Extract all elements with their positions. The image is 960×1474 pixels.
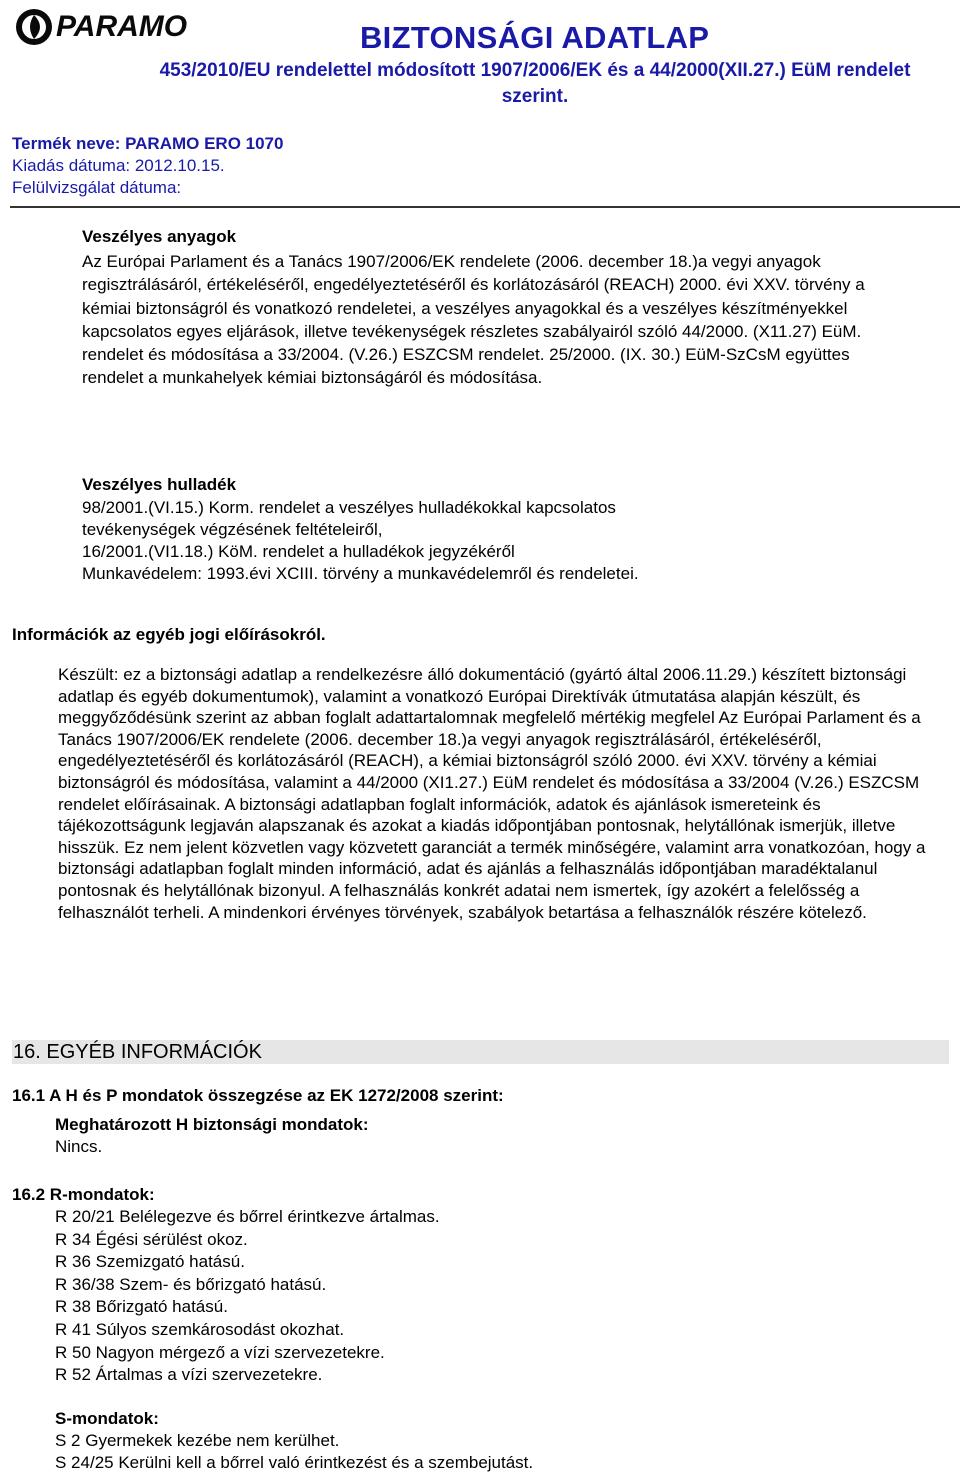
r-phrase: R 36/38 Szem- és bőrizgató hatású.	[55, 1274, 327, 1294]
section-16-1	[12, 1085, 912, 1107]
hazardous-waste-section	[82, 474, 922, 585]
legal-info-text: Készült: ez a biztonsági adatlap a rendelkezésre álló dokumentáció (gyártó által 2006.11.29.) készített biztonsági adatlap és egyéb dokumentumok), valamint a vonatkozó Európai Direktívák útmutatása alapján készült, és meggyőződésünk szerint az abban foglalt adattartalomnak megfelelő mértékig megfelel Az Európai Parlament és a Tanács 1907/2006/EK rendelete (2006. december 18.)a vegyi anyagok regisztrálásáról, értékeléséről, engedélyeztetéséről és korlátozásáról (REACH), a kémiai biztonságról szóló 2000. évi XXV. törvény a kémiai biztonságról és módosítása, valamint a 44/2000 (XI1.27.) EüM rendelet és módosítása a 33/2004 (V.26.) ESZCSM rendelet előírásainak. A biztonsági adatlapban foglalt információk, adatok és ajánlások ismereteink és tájékozottságunk legjaván alapszanak és azokat a kiadás időpontjában pontosnak, helytállónak ismerjük, illetve hisszük. Ez nem jelent közvetlen vagy közvetett garanciát a termék minőségére, valamint arra vonatkozóan, hogy a biztonsági adatlapban foglalt minden információ, adat és ajánlás a felhasználás időpontjában maradéktalanul pontosnak és helytállónak bizonyul. A felhasználás konkrét adatai nem ismertek, így azokért a felelősség a felhasználót terheli. A mindenkori érvényes törvények, szabályok betartása a felhasználók részére kötelező.	[58, 665, 926, 922]
header-divider	[10, 206, 960, 208]
h-phrases-heading: Meghatározott H biztonsági mondatok:	[55, 1115, 369, 1134]
hazardous-substances-section	[82, 226, 882, 390]
r-phrase: R 38 Bőrizgató hatású.	[55, 1297, 228, 1317]
r-phrase: R 41 Súlyos szemkárosodást okozhat.	[55, 1319, 345, 1339]
s-phrases-heading: S-mondatok:	[55, 1409, 159, 1428]
hazardous-waste-heading: Veszélyes hulladék	[82, 475, 237, 494]
waste-line: Munkavédelem: 1993.évi XCIII. törvény a munkavédelemről és rendeletei.	[82, 564, 639, 583]
s-phrase: S 24/25 Kerülni kell a bőrrel való érintkezést és a szembejutást.	[55, 1453, 534, 1472]
legal-info-heading-wrap	[12, 624, 912, 646]
legal-info-heading: Információk az egyéb jogi előírásokról.	[12, 625, 326, 644]
product-name: Termék neve: PARAMO ERO 1070	[12, 134, 284, 153]
s-phrase: S 2 Gyermekek kezébe nem kerülhet.	[55, 1431, 340, 1450]
section-16-2-title: 16.2 R-mondatok:	[12, 1185, 155, 1204]
waste-line: tevékenységek végzésének feltételeiről,	[82, 520, 383, 539]
section-16-1-title: 16.1 A H és P mondatok összegzése az EK 1272/2008 szerint:	[12, 1086, 504, 1105]
r-phrase: R 20/21 Belélegezve és bőrrel érintkezve ártalmas.	[55, 1207, 440, 1226]
r-phrase: R 52 Ártalmas a vízi szervezetekre.	[55, 1365, 323, 1385]
section-16-2	[12, 1184, 912, 1206]
r-phrase: R 34 Égési sérülést okoz.	[55, 1229, 248, 1249]
r-phrase: R 50 Nagyon mérgező a vízi szervezetekre.	[55, 1342, 385, 1362]
r-phrases-list	[55, 1206, 915, 1387]
hazardous-substances-heading: Veszélyes anyagok	[82, 227, 237, 246]
section-16-title: 16. EGYÉB INFORMÁCIÓK	[13, 1041, 262, 1063]
document-title: BIZTONSÁGI ADATLAP	[360, 20, 710, 55]
document-subtitle: 453/2010/EU rendelettel módosított 1907/2006/EK és a 44/2000(XII.27.) EüM rendelet szerint.	[159, 60, 911, 107]
waste-line: 98/2001.(VI.15.) Korm. rendelet a veszélyes hulladékokkal kapcsolatos	[82, 498, 616, 517]
waste-line: 16/2001.(VI1.18.) KöM. rendelet a hulladékok jegyzékéről	[82, 542, 515, 561]
paramo-logo	[12, 3, 207, 53]
section-16-header	[12, 1040, 949, 1064]
logo-text: PARAMO	[56, 10, 188, 43]
review-date: Felülvizsgálat dátuma:	[12, 178, 182, 197]
h-phrases-value: Nincs.	[55, 1137, 103, 1156]
h-phrases	[55, 1114, 915, 1158]
issue-date: Kiadás dátuma: 2012.10.15.	[12, 156, 225, 175]
legal-info-section	[58, 664, 933, 923]
r-phrase: R 36 Szemizgató hatású.	[55, 1252, 245, 1272]
s-phrases	[55, 1408, 915, 1474]
hazardous-substances-text: Az Európai Parlament és a Tanács 1907/2006/EK rendelete (2006. december 18.)a vegyi anyagok regisztrálásáról, értékeléséről, engedélyeztetéséről és korlátozásáról (REACH) 2000. évi XXV. törvény a kémiai biztonságról és vonatkozó rendeletei, a veszélyes anyagokkal és a veszélyes készítményekkel kapcsolatos egyes eljárások, illetve tevékenységek részletes szabályairól szóló 44/2000. (X11.27) EüM. rendelet és módosítása a 33/2004. (V.26.) ESZCSM rendelet. 25/2000. (IX. 30.) EüM-SzCsM együttes rendelet a munkahelyek kémiai biztonságáról és módosítása.	[82, 252, 865, 388]
